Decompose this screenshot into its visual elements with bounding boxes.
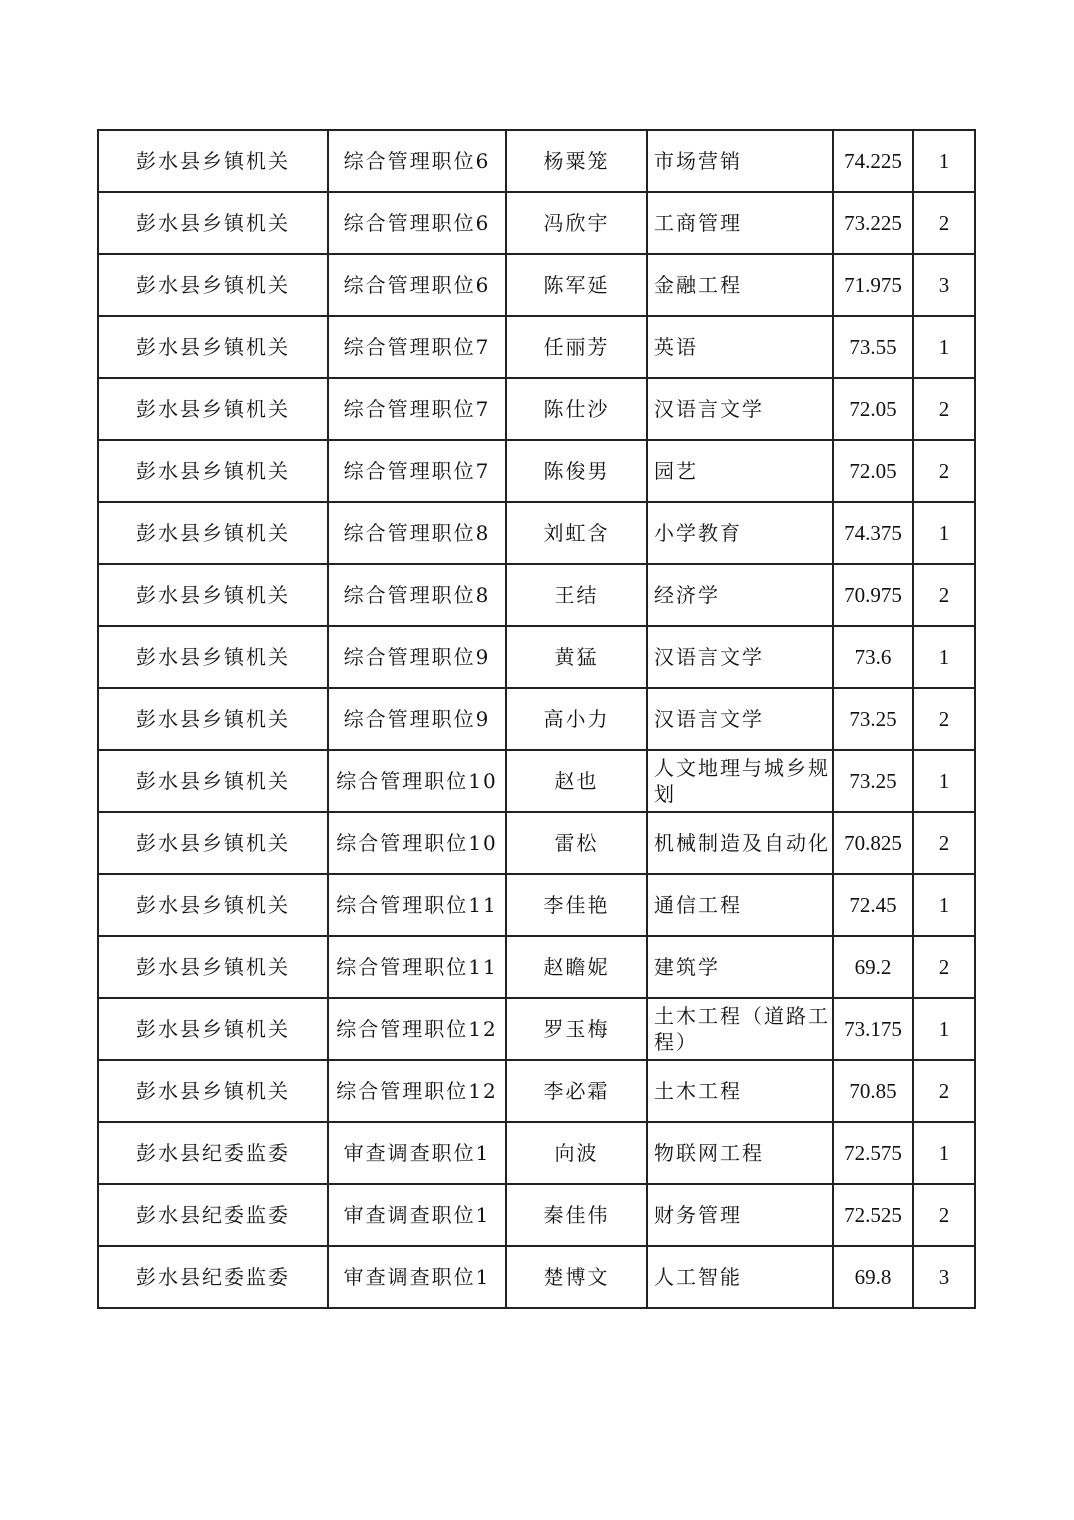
score-cell: 73.55 bbox=[833, 316, 913, 378]
rank-cell: 1 bbox=[913, 998, 975, 1060]
score-cell: 70.825 bbox=[833, 812, 913, 874]
major-cell: 小学教育 bbox=[647, 502, 833, 564]
major-cell: 人文地理与城乡规划 bbox=[647, 750, 833, 812]
score-cell: 73.25 bbox=[833, 688, 913, 750]
rank-cell: 2 bbox=[913, 688, 975, 750]
rank-cell: 2 bbox=[913, 1184, 975, 1246]
score-cell: 73.175 bbox=[833, 998, 913, 1060]
rank-cell: 3 bbox=[913, 254, 975, 316]
name-cell: 黄猛 bbox=[506, 626, 647, 688]
table-row bbox=[98, 1184, 975, 1246]
rank-cell: 2 bbox=[913, 1060, 975, 1122]
score-cell: 71.975 bbox=[833, 254, 913, 316]
score-cell: 73.6 bbox=[833, 626, 913, 688]
major-cell: 园艺 bbox=[647, 440, 833, 502]
rank-cell: 2 bbox=[913, 812, 975, 874]
position-cell: 综合管理职位7 bbox=[328, 440, 506, 502]
table-row bbox=[98, 998, 975, 1060]
rank-cell: 1 bbox=[913, 1122, 975, 1184]
score-cell: 72.45 bbox=[833, 874, 913, 936]
major-cell: 财务管理 bbox=[647, 1184, 833, 1246]
name-cell: 陈俊男 bbox=[506, 440, 647, 502]
org-cell: 彭水县乡镇机关 bbox=[98, 316, 328, 378]
org-cell: 彭水县乡镇机关 bbox=[98, 626, 328, 688]
position-cell: 综合管理职位8 bbox=[328, 502, 506, 564]
position-cell: 综合管理职位7 bbox=[328, 316, 506, 378]
position-cell: 审查调查职位1 bbox=[328, 1122, 506, 1184]
rank-cell: 3 bbox=[913, 1246, 975, 1308]
position-cell: 综合管理职位6 bbox=[328, 192, 506, 254]
major-cell: 土木工程（道路工程） bbox=[647, 998, 833, 1060]
major-cell: 建筑学 bbox=[647, 936, 833, 998]
table-row bbox=[98, 440, 975, 502]
position-cell: 综合管理职位8 bbox=[328, 564, 506, 626]
org-cell: 彭水县乡镇机关 bbox=[98, 378, 328, 440]
name-cell: 秦佳伟 bbox=[506, 1184, 647, 1246]
org-cell: 彭水县纪委监委 bbox=[98, 1122, 328, 1184]
rank-cell: 2 bbox=[913, 564, 975, 626]
org-cell: 彭水县乡镇机关 bbox=[98, 998, 328, 1060]
name-cell: 陈仕沙 bbox=[506, 378, 647, 440]
org-cell: 彭水县乡镇机关 bbox=[98, 564, 328, 626]
major-cell: 汉语言文学 bbox=[647, 688, 833, 750]
major-cell: 金融工程 bbox=[647, 254, 833, 316]
major-cell: 汉语言文学 bbox=[647, 378, 833, 440]
name-cell: 赵也 bbox=[506, 750, 647, 812]
table-row bbox=[98, 874, 975, 936]
name-cell: 王结 bbox=[506, 564, 647, 626]
name-cell: 李佳艳 bbox=[506, 874, 647, 936]
major-cell: 市场营销 bbox=[647, 130, 833, 192]
rank-cell: 2 bbox=[913, 440, 975, 502]
org-cell: 彭水县乡镇机关 bbox=[98, 1060, 328, 1122]
position-cell: 综合管理职位12 bbox=[328, 1060, 506, 1122]
org-cell: 彭水县乡镇机关 bbox=[98, 192, 328, 254]
name-cell: 赵瞻妮 bbox=[506, 936, 647, 998]
org-cell: 彭水县乡镇机关 bbox=[98, 688, 328, 750]
org-cell: 彭水县纪委监委 bbox=[98, 1246, 328, 1308]
table-row bbox=[98, 626, 975, 688]
name-cell: 任丽芳 bbox=[506, 316, 647, 378]
table-row bbox=[98, 812, 975, 874]
score-cell: 72.575 bbox=[833, 1122, 913, 1184]
score-cell: 74.225 bbox=[833, 130, 913, 192]
table-row bbox=[98, 502, 975, 564]
name-cell: 雷松 bbox=[506, 812, 647, 874]
org-cell: 彭水县乡镇机关 bbox=[98, 440, 328, 502]
results-table-body bbox=[98, 130, 975, 1308]
rank-cell: 2 bbox=[913, 378, 975, 440]
name-cell: 陈军延 bbox=[506, 254, 647, 316]
org-cell: 彭水县乡镇机关 bbox=[98, 254, 328, 316]
results-table bbox=[97, 129, 976, 1309]
score-cell: 69.8 bbox=[833, 1246, 913, 1308]
org-cell: 彭水县乡镇机关 bbox=[98, 130, 328, 192]
major-cell: 土木工程 bbox=[647, 1060, 833, 1122]
position-cell: 综合管理职位9 bbox=[328, 688, 506, 750]
org-cell: 彭水县乡镇机关 bbox=[98, 750, 328, 812]
org-cell: 彭水县乡镇机关 bbox=[98, 502, 328, 564]
position-cell: 综合管理职位6 bbox=[328, 130, 506, 192]
major-cell: 人工智能 bbox=[647, 1246, 833, 1308]
position-cell: 综合管理职位11 bbox=[328, 874, 506, 936]
name-cell: 李必霜 bbox=[506, 1060, 647, 1122]
major-cell: 机械制造及自动化 bbox=[647, 812, 833, 874]
table-row bbox=[98, 1246, 975, 1308]
rank-cell: 1 bbox=[913, 130, 975, 192]
table-row bbox=[98, 316, 975, 378]
table-row bbox=[98, 750, 975, 812]
score-cell: 69.2 bbox=[833, 936, 913, 998]
rank-cell: 1 bbox=[913, 316, 975, 378]
name-cell: 刘虹含 bbox=[506, 502, 647, 564]
name-cell: 高小力 bbox=[506, 688, 647, 750]
major-cell: 物联网工程 bbox=[647, 1122, 833, 1184]
position-cell: 综合管理职位12 bbox=[328, 998, 506, 1060]
table-row bbox=[98, 378, 975, 440]
table-row bbox=[98, 254, 975, 316]
table-row bbox=[98, 936, 975, 998]
major-cell: 经济学 bbox=[647, 564, 833, 626]
name-cell: 楚博文 bbox=[506, 1246, 647, 1308]
position-cell: 综合管理职位9 bbox=[328, 626, 506, 688]
score-cell: 72.525 bbox=[833, 1184, 913, 1246]
score-cell: 72.05 bbox=[833, 440, 913, 502]
org-cell: 彭水县乡镇机关 bbox=[98, 936, 328, 998]
major-cell: 汉语言文学 bbox=[647, 626, 833, 688]
table-row bbox=[98, 688, 975, 750]
table-row bbox=[98, 1122, 975, 1184]
position-cell: 综合管理职位6 bbox=[328, 254, 506, 316]
table-row bbox=[98, 1060, 975, 1122]
position-cell: 审查调查职位1 bbox=[328, 1184, 506, 1246]
major-cell: 通信工程 bbox=[647, 874, 833, 936]
score-cell: 70.85 bbox=[833, 1060, 913, 1122]
name-cell: 杨粟笼 bbox=[506, 130, 647, 192]
org-cell: 彭水县纪委监委 bbox=[98, 1184, 328, 1246]
name-cell: 向波 bbox=[506, 1122, 647, 1184]
rank-cell: 1 bbox=[913, 874, 975, 936]
name-cell: 冯欣宇 bbox=[506, 192, 647, 254]
org-cell: 彭水县乡镇机关 bbox=[98, 874, 328, 936]
table-row bbox=[98, 192, 975, 254]
org-cell: 彭水县乡镇机关 bbox=[98, 812, 328, 874]
score-cell: 73.25 bbox=[833, 750, 913, 812]
rank-cell: 2 bbox=[913, 192, 975, 254]
major-cell: 英语 bbox=[647, 316, 833, 378]
position-cell: 综合管理职位10 bbox=[328, 750, 506, 812]
score-cell: 73.225 bbox=[833, 192, 913, 254]
score-cell: 72.05 bbox=[833, 378, 913, 440]
position-cell: 综合管理职位7 bbox=[328, 378, 506, 440]
rank-cell: 1 bbox=[913, 750, 975, 812]
position-cell: 综合管理职位11 bbox=[328, 936, 506, 998]
table-row bbox=[98, 564, 975, 626]
name-cell: 罗玉梅 bbox=[506, 998, 647, 1060]
rank-cell: 2 bbox=[913, 936, 975, 998]
major-cell: 工商管理 bbox=[647, 192, 833, 254]
table-row bbox=[98, 130, 975, 192]
position-cell: 综合管理职位10 bbox=[328, 812, 506, 874]
position-cell: 审查调查职位1 bbox=[328, 1246, 506, 1308]
rank-cell: 1 bbox=[913, 502, 975, 564]
score-cell: 70.975 bbox=[833, 564, 913, 626]
rank-cell: 1 bbox=[913, 626, 975, 688]
score-cell: 74.375 bbox=[833, 502, 913, 564]
